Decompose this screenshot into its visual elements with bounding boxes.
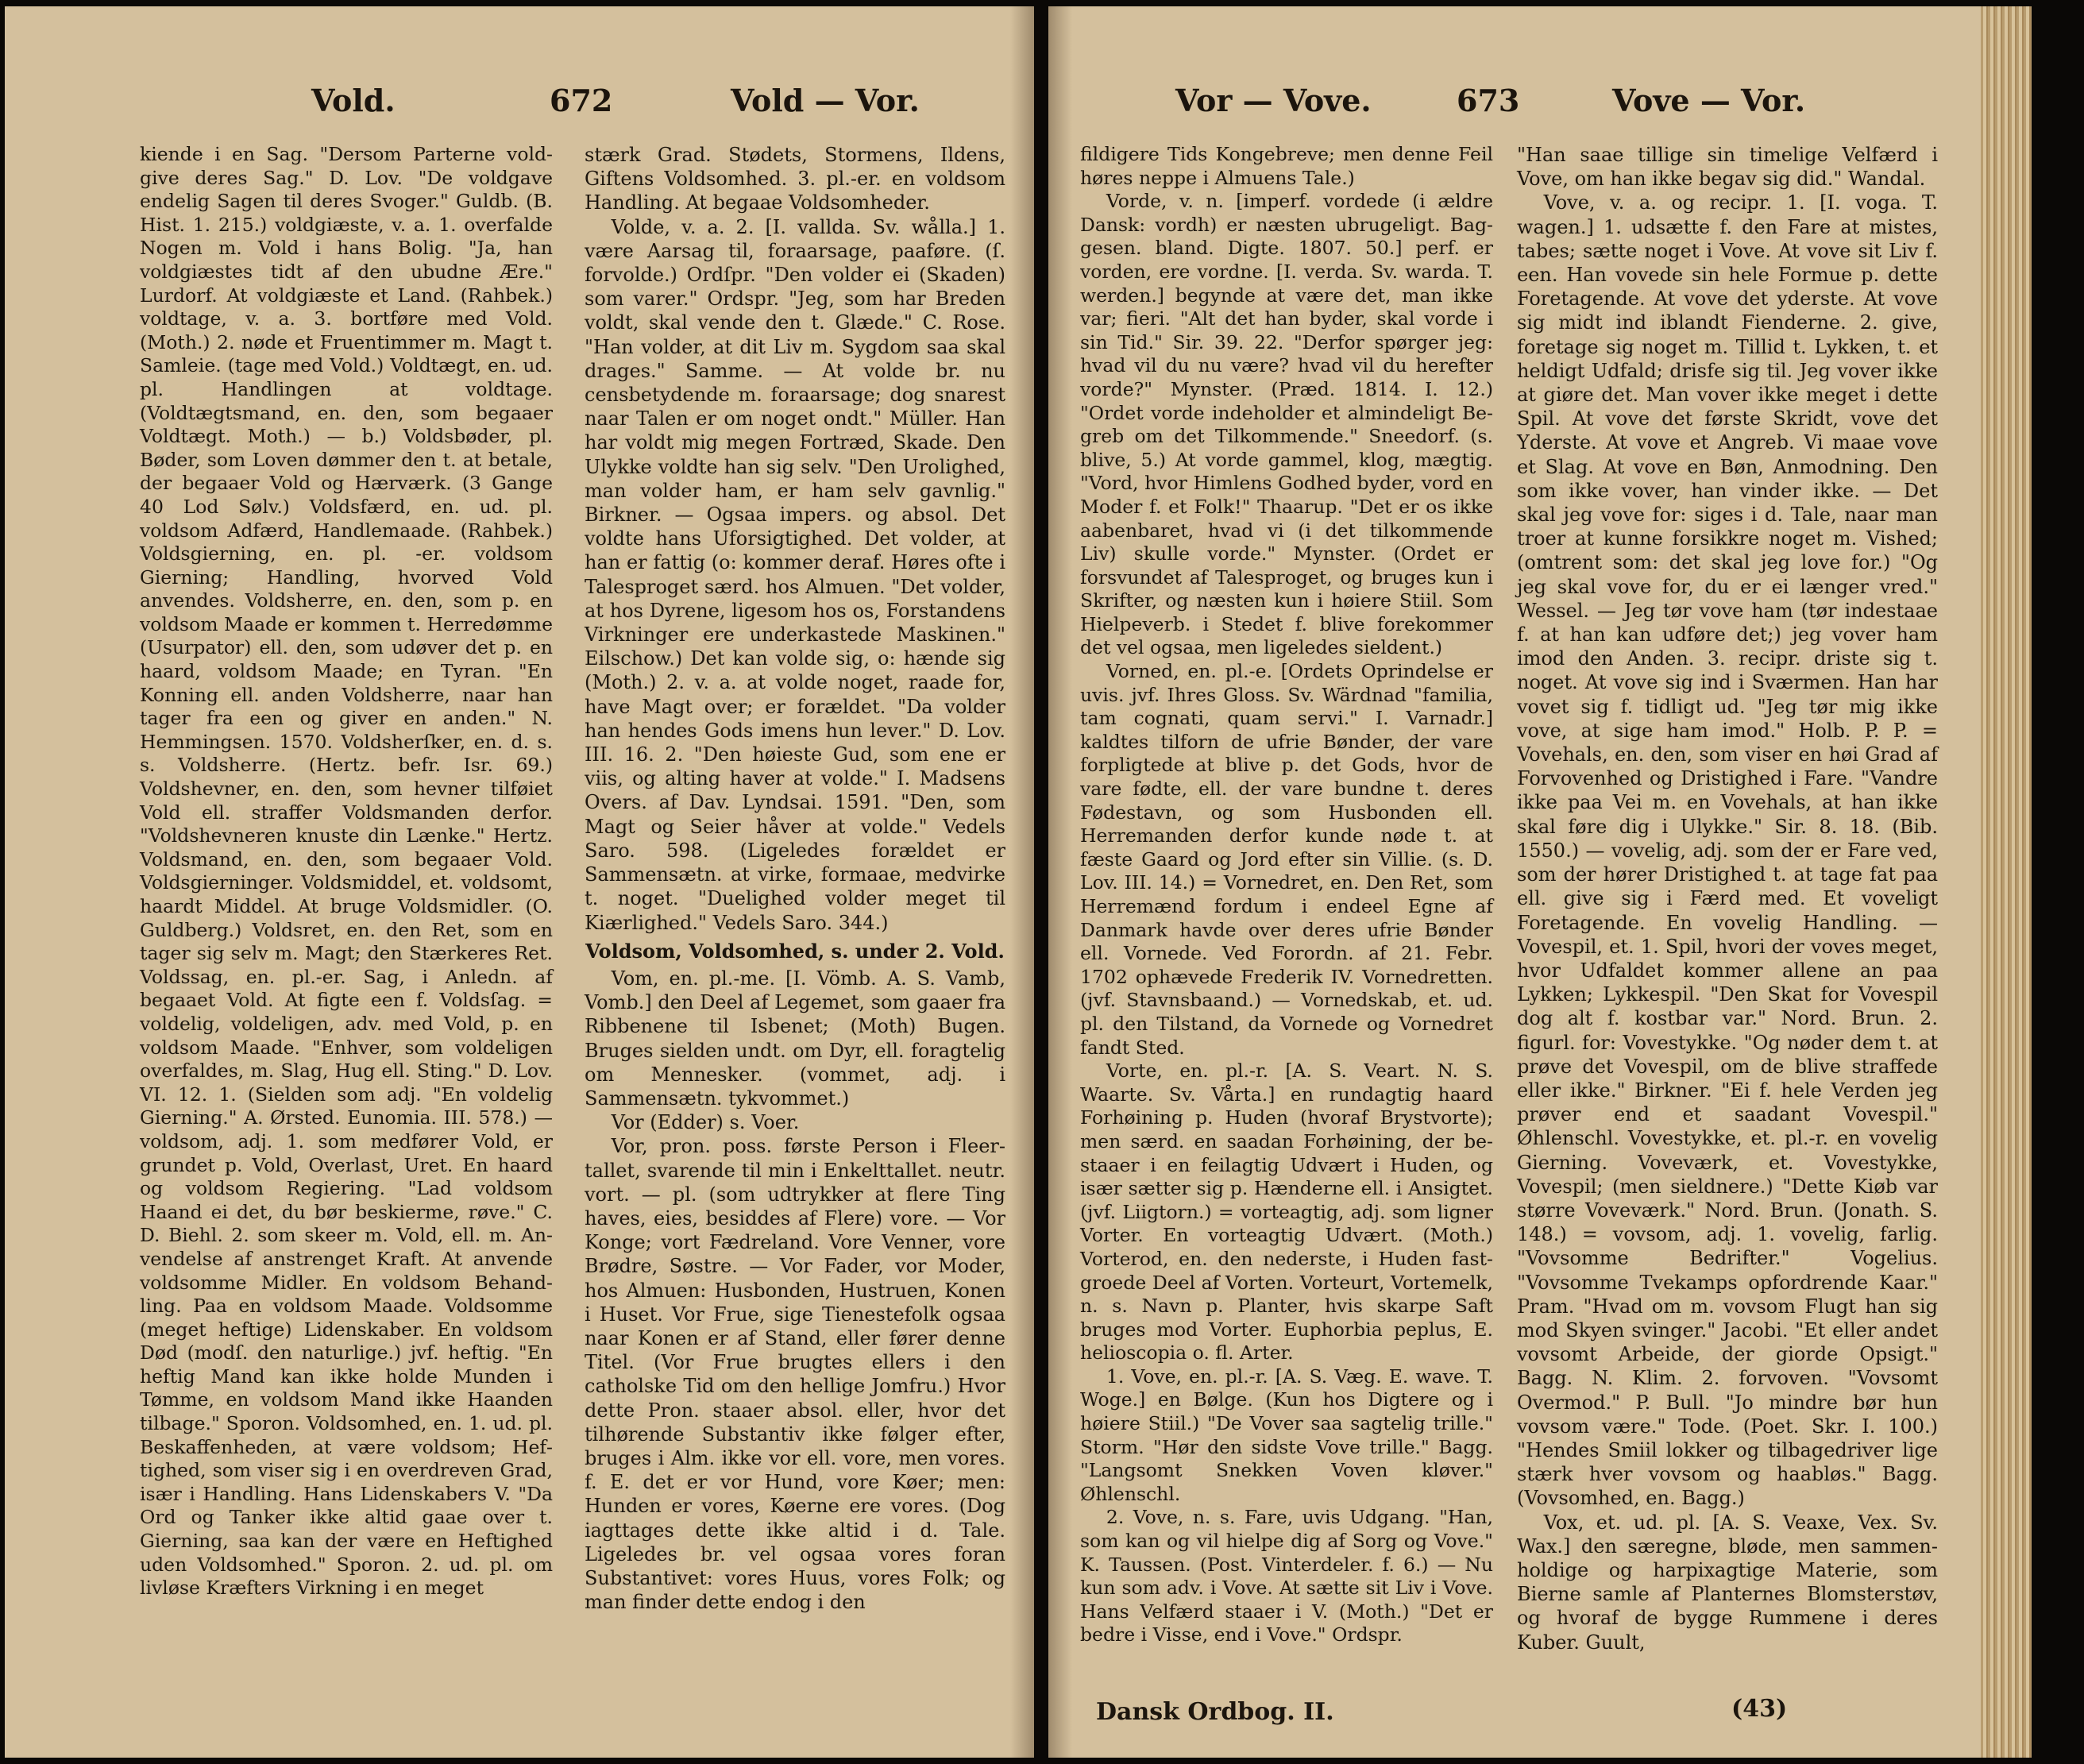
header-left-word: Vor — Vove. [1175, 83, 1372, 118]
header-right-word: Vold — Vor. [731, 83, 920, 118]
entry: Vox, et. ud. pl. [A. S. Veaxe, Vex. Sv. Wax.] den særegne, bløde, men sammenholdige og harpixagtige Materie, som Bierne samle af Planternes Blomsterstøv, og hvoraf de bygge Rummene i deres Kuber. Guult, [1517, 1511, 1938, 1654]
page-number: 673 [1457, 83, 1520, 118]
entry: Volde, v. a. 2. [I. vallda. Sv. wålla.] 1. være Aarsag til, foraarsage, paaføre. (ſ. forvolde.) Ordſpr. "Den volder ei (Skaden) som varer." Ordspr. "Jeg, som har Breden voldt, skal vende den t. Glæde." C. Rose. "Han volder, at dit Liv m. Sygdom saa skal drages." Samme. — At volde br. nu censbetydende m. foraarsage; dog snarest naar Talen er om noget ondt." Müller. Han har voldt mig megen Fortræd, Skade. Den Ulykke voldte han sig selv. "Den Urolighed, man volder ham, er ham selv gavnlig." Birkner. — Ogsaa impers. og absol. Det voldte hans Uforsigtighed. Det volder, at han er fattig (o: kommer deraf. Høres ofte i Talesproget særd. hos Almuen. "Det volder, at hos Dyrene, ligesom hos os, Forstandens Virkninger ere underkastede Maskinen." Eilschow.) Det kan volde sig, o: hænde sig (Moth.) 2. v. a. at volde noget, raade for, have Magt over; er forældet. "Da volder han hendes Gods imens hun lever." D. Lov. III. 16. 2. "Den høieste Gud, som ene er viis, og alting haver at volde." I. Madsens Overs. af Dav. Lyndsai. 1591. "Den, som Magt og Seier håver at volde." Vedels Saro. 598. (Ligeledes forældet er Sammensætn. at virke, formaae, medvirke t. noget. "Duelighed volder meget til Kiærlighed." Vedels Saro. 344.) [585, 215, 1005, 934]
entry: Vom, en. pl.-me. [I. Vömb. A. S. Vamb, Vomb.] den Deel af Legemet, som gaaer fra Ribbenene til Isbenet; (Moth) Bugen. Bruges sielden undt. om Dyr, ell. foragtelig om Mennesker. (vommet, adj. i Sammensætn. tykvommet.) [585, 967, 1005, 1110]
entry: Vor (Edder) s. Voer. [611, 1111, 800, 1134]
footer-signature: Dansk Ordbog. II. [1096, 1698, 1334, 1726]
entry: 2. Vove, n. s. Fare, uvis Udgang. "Han, som kan og vil hielpe dig af Sorg og Vove." K. Taussen. (Post. Vinterdeler. f. 6.) — Nu kun som adv. i Vove. At sætte sit Liv i Vove. Hans Velfærd staaer i V. (Moth.) "Det er bedre i Visse, end i Vove." Ordspr. [1080, 1506, 1493, 1646]
header-left-word: Vold. [311, 83, 396, 118]
entry: 1. Vove, en. pl.-r. [A. S. Væg. E. wave. T. Woge.] en Bølge. (Kun hos Digtere og i høiere Stiil.) "De Vover saa sagtelig trille." Storm. "Hør den sidste Vove trille." Bagg. "Langsomt Snekken Voven kløver." Øhlenschl. [1080, 1364, 1493, 1505]
entry: Vorde, v. n. [imperf. vordede (i ældre Dansk: vordh) er næsten ubrugeligt. Baggesen. bland. Digte. 1807. 50.] perf. er vorden, ere vordne. [I. verda. Sv. warda. T. werden.] begynde at være det, man ikke var; fieri. "Alt det han byder, skal vorde i sin Tid." Sir. 39. 22. "Derfor spørger jeg: hvad vil du nu være? hvad vil du herefter vorde?" Mynster. (Præd. 1814. I. 12.) "Ordet vorde indeholder et almindeligt Begreb om det Tilkommende." Sneedorf. (s. blive, 5.) At vorde gammel, klog, mægtig. "Vord, hvor Himlens Godhed byder, vord en Moder f. et Folk!" Thaarup. "Det er os ikke aabenbaret, hvad vi (i det tilkommende Liv) skulle vorde." Mynster. (Ordet er forsvundet af Talesproget, og bruges kun i Skrifter, og næsten kun i høiere Stiil. Som Hielpeverb. i Stedet f. blive forekommer det vel ogsaa, men ligeledes sieldent.) [1080, 190, 1493, 659]
entry: Vove, v. a. og recipr. 1. [I. voga. T. wagen.] 1. udsætte f. den Fare at mistes, tabes; sætte noget i Vove. At vove sit Liv f. een. Han vovede sin hele Formue p. dette Foretagende. At vove det yderste. At vove sig midt ind iblandt Fienderne. 2. give, foretage sig noget m. Tillid t. Lykken, t. et heldigt Udfald; drisfe sig til. Jeg vover ikke at giøre det. Man vover ikke meget i dette Spil. At vove det første Skridt, vove det Yderste. At vove et Angreb. Vi maae vove et Slag. At vove en Bøn, Anmodning. Den som ikke vover, han vinder ikke. — Det skal jeg vove for: siges i d. Tale, naar man troer at kunne forsikkre noget m. Vished; (omtrent som: det skal jeg love for.) "Og jeg skal vove for, du er ei længer vred." Wessel. — Jeg tør vove ham (tør indestaae f. at han kan udføre det;) jeg vover ham imod den Anden. 3. recipr. driste sig t. noget. At vove sig ind i Sværmen. Han har vovet sig f. tidligt ud. "Jeg tør mig ikke vove, at sige ham imod." Holb. P. P. = Vovehals, en. den, som viser en høi Grad af Forvovenhed og Dristighed i Fare. "Vandre ikke paa Vei m. en Vovehals, at han ikke skal føre dig i Ulykke." Sir. 8. 18. (Bib. 1550.) — vovelig, adj. som der er Fare ved, som der hører Dristighed t. at tage fat paa ell. give sig i Færd med. Et voveligt Foretagende. En vovelig Handling. — Vovespil, et. 1. Spil, hvori der voves meget, hvor Udfaldet kommer allene an paa Lykken; Lykkespil. "Den Skat for Vovespil dog alt f. kostbar var." Nord. Brun. 2. figurl. for: Vovestykke. "Og nøder dem t. at prøve det Vovespil, om de blive straffede eller ikke." Birkner. "Ei f. hele Verden jeg prøver end et saadant Vovespil." Øhlenschl. Vovestykke, et. pl.-r. en vovelig Gierning. Voveværk, et. Vovestykke, Vovespil; (men sieldnere.) "Dette Kiøb var større Voveværk." Nord. Brun. (Jonath. S. 148.) = vovsom, adj. 1. vovelig, farlig. "Vovsomme Bedrifter." Vogelius. "Vovsomme Tvekamps opfordrende Kaar." Pram. "Hvad om m. vovsom Flugt han sig mod Skyen svinger." Jacobi. "Et eller andet vovsomt Arbeide, der giorde Opsigt." Bagg. N. Klim. 2. forvoven. "Vovsomt Overmod." P. Bull. "Jo mindre bør hun vovsom være." Tode. (Poet. Skr. I. 100.) "Hendes Smiil lokker og tilbagedriver lige stærk hver vovsom og haabløs." Bagg. (Vovsomhed, en. Bagg.) [1517, 191, 1938, 1510]
left-page [5, 6, 1034, 1758]
column-2 [585, 143, 1005, 1614]
cross-reference: Voldsom, Voldsomhed, s. under 2. Vold. [585, 939, 1005, 963]
entry: Vorned, en. pl.-e. [Ordets Oprindelse er uvis. jvf. Ihres Gloss. Sv. Wärdnad "familia, tam cognati, quam servi." I. Varnadr.] kaldtes tilforn de ufrie Bønder, der vare forpligtede at blive p. det Gods, hvor de vare fødte, ell. der vare bundne t. deres Fødestavn, og som Husbonden ell. Herremanden derfor kunde nøde t. at fæste Gaard og Jord efter sin Villie. (s. D. Lov. III. 14.) = Vornedret, en. Den Ret, som Herremænd fordum i endeel Egne af Danmark havde over deres ufrie Bønder ell. Vornede. Ved Forordn. af 21. Febr. 1702 ophævede Frederik IV. Vornedretten. (jvf. Stavnsbaand.) — Vornedskab, et. ud. pl. den Tilstand, da Vornede og Vornedret fandt Sted. [1080, 660, 1493, 1059]
page-number: 672 [550, 83, 613, 118]
footer-sheet-number: (43) [1731, 1695, 1788, 1723]
column-1 [1080, 143, 1493, 1647]
entry: kiende i en Sag. "Dersom Parterne voldgive deres Sag." D. Lov. "De voldgave endelig Sagen til deres Svoger." Guldb. (B. Hist. 1. 215.) voldgiæste, v. a. 1. overfalde Nogen m. Vold i hans Bolig. "Ja, han voldgiæstes tidt af den ubudne Ære." Lurdorf. At voldgiæste et Land. (Rahbek.) voldtage, v. a. 3. bortføre med Vold. (Moth.) 2. nøde et Fruentimmer m. Magt t. Samleie. (tage med Vold.) Voldtægt, en. ud. pl. Handlingen at voldtage. (Voldtægtsmand, en. den, som begaaer Voldtægt. Moth.) — b.) Voldsbøder, pl. Bøder, som Loven dømmer den t. at betale, der begaaer Vold og Hærværk. (3 Gange 40 Lod Sølv.) Voldsfærd, en. ud. pl. voldsom Adfærd, Handlemaade. (Rahbek.) Voldsgierning, en. pl. -er. voldsom Gierning; Handling, hvorved Vold anvendes. Voldsherre, en. den, som p. en voldsom Maade er kommen t. Herredømme (Usurpator) ell. den, som udøver det p. en haard, voldsom Maade; en Tyran. "En Konning ell. anden Voldsherre, naar han tager fra een og giver en anden." N. Hemmingsen. 1570. Voldsherſker, en. d. s. s. Voldsherre. (Hertz. befr. Isr. 69.) Voldshevner, en. den, som hevner tilføiet Vold ell. straffer Voldsmanden derfor. "Voldshevneren knuste din Lænke." Hertz. Voldsmand, en. den, som begaaer Vold. Voldsgierninger. Voldsmiddel, et. voldsomt, haardt Middel. At bruge Voldsmidler. (O. Guldberg.) Voldsret, en. den Ret, som en tager sig selv m. Magt; den Stærkeres Ret. Voldssag, en. pl.-er. Sag, i Anledn. af begaaet Vold. At figte een f. Voldsſag. = voldelig, voldeligen, adv. med Vold, p. en voldsom Maade. "Enhver, som voldeligen overfaldes, m. Slag, Hug ell. Sting." D. Lov. VI. 12. 1. (Sielden som adj. "En voldelig Gierning." A. Ørsted. Eunomia. III. 578.) — voldsom, adj. 1. som medfører Vold, er grundet p. Vold, Overlast, Uret. En haard og voldsom Regiering. "Lad voldsom Haand ei det, du bør beskierme, røve." C. D. Biehl. 2. som skeer m. Vold, ell. m. Anvendelse af anstrenget Kraft. At anvende voldsomme Midler. En voldsom Behandling. Paa en voldsom Maade. Voldsomme (meget heftige) Lidenskaber. En voldsom Død (modſ. den naturlige.) jvf. heftig. "En heftig Mand kan ikke holde Munden i Tømme, en voldsom Mand ikke Haanden tilbage." Sporon. Voldsomhed, en. 1. ud. pl. Beskaffenheden, at være voldsom; Heftighed, som viser sig i en overdreven Grad, især i Handling. Hans Lidenskabers V. "Da Ord og Tanker ikke altid gaae over t. Gierning, saa kan der være en Heftighed uden Voldsomhed." Sporon. 2. ud. pl. om livløse Kræfters Virkning i en meget [140, 143, 553, 1600]
right-page [1048, 6, 2032, 1758]
entry: fildigere Tids Kongebreve; men denne Feil høres neppe i Almuens Tale.) [1080, 143, 1493, 189]
page-stack-edge [1981, 6, 2032, 1758]
entry: Vor, pron. poss. første Person i Fleertallet, svarende til min i Enkelttallet. neutr. vort. — pl. (som udtrykker at flere Ting haves, eies, besiddes af Flere) vore. — Vor Konge; vort Fædreland. Vore Venner, vore Brødre, Søstre. — Vor Fader, vor Moder, hos Almuen: Husbonden, Hustruen, Konen i Huset. Vor Frue, sige Tienestefolk ogsaa naar Konen er af Stand, eller fører denne Titel. (Vor Frue brugtes ellers i den catholske Tid om den hellige Jomfru.) Hvor dette Pron. staaer absol. eller, hvor det tilhørende Substantiv ikke følger efter, bruges i Alm. ikke vor ell. vore, men vores. f. E. det er vor Hund, vore Køer; men: Hunden er vores, Køerne ere vores. (Dog iagttages dette ikke altid i d. Tale. Ligeledes br. vel ogsaa vores foran Substantivet: vores Huus, vores Folk; og man finder dette endog i den [585, 1135, 1005, 1614]
gutter-shadow [1048, 6, 1072, 1758]
column-1 [140, 143, 553, 1600]
entry: stærk Grad. Stødets, Stormens, Ildens, Giftens Voldsomhed. 3. pl.-er. en voldsom Handling. At begaae Voldsomheder. [585, 144, 1005, 214]
header-right-word: Vove — Vor. [1612, 83, 1806, 118]
entry: "Han saae tillige sin timelige Velfærd i Vove, om han ikke begav sig did." Wandal. [1517, 144, 1938, 191]
entry: Vorte, en. pl.-r. [A. S. Veart. N. S. Waarte. Sv. Vårta.] en rundagtig haard Forhøining p. Huden (hvoraf Brystvorte); men særd. en saadan Forhøining, der bestaaer i en feilagtig Udvært i Huden, og især sætter sig p. Hænderne ell. i Ansigtet. (jvf. Liigtorn.) = vorteagtig, adj. som ligner Vorter. En vorteagtig Udvært. (Moth.) Vorterod, en. den nederste, i Huden fastgroede Deel af Vorten. Vorteurt, Vortemelk, n. s. Navn p. Planter, hvis skarpe Saft bruges mod Vorter. Euphorbia peplus, E. helioscopia o. fl. Arter. [1080, 1060, 1493, 1364]
gutter-shadow [1010, 6, 1034, 1758]
column-2 [1517, 143, 1938, 1654]
